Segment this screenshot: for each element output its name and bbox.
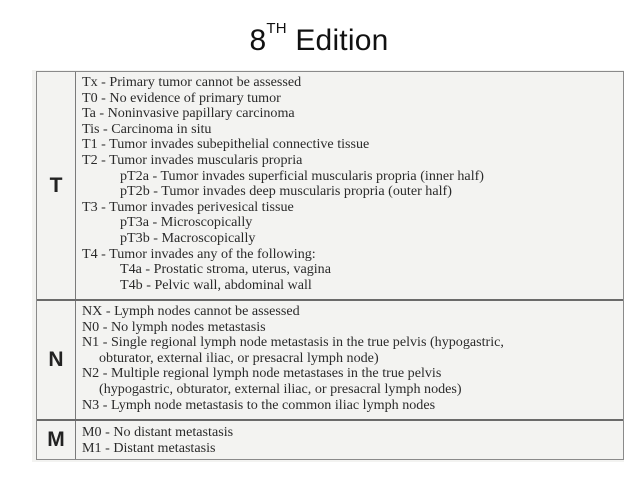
t-section (37, 72, 623, 301)
staging-line: Tis - Carcinoma in situ (82, 120, 212, 137)
n-category-letter: N (37, 301, 76, 419)
staging-line: pT3b - Macroscopically (120, 229, 256, 246)
staging-line: obturator, external iliac, or presacral lymph node) (99, 349, 379, 366)
staging-line: pT3a - Microscopically (120, 214, 253, 231)
staging-line: T2 - Tumor invades muscularis propria (82, 151, 303, 168)
t-section-lines (82, 75, 619, 293)
staging-line: Tx - Primary tumor cannot be assessed (82, 74, 302, 90)
staging-line: NX - Lymph nodes cannot be assessed (82, 303, 300, 319)
slide-title (0, 20, 638, 58)
title-superscript: TH (266, 20, 287, 37)
staging-line: N0 - No lymph nodes metastasis (82, 318, 266, 335)
title-base: 8 (249, 24, 267, 57)
t-category-letter: T (37, 72, 76, 299)
staging-line: T1 - Tumor invades subepithelial connective tissue (82, 136, 370, 153)
m-section-lines (82, 425, 619, 456)
staging-line: T3 - Tumor invades perivesical tissue (82, 198, 294, 215)
staging-line: (hypogastric, obturator, external iliac, or presacral lymph nodes) (99, 380, 462, 397)
staging-line: T0 - No evidence of primary tumor (82, 89, 281, 106)
n-section (37, 301, 623, 421)
staging-line: N2 - Multiple regional lymph node metastases in the true pelvis (82, 365, 442, 382)
m-section (37, 421, 623, 459)
tnm-staging-table (36, 71, 624, 460)
staging-line: M1 - Distant metastasis (82, 439, 216, 456)
staging-line: pT2b - Tumor invades deep muscularis propria (outer half) (120, 183, 452, 200)
staging-line: Ta - Noninvasive papillary carcinoma (82, 105, 295, 122)
title-rest: Edition (286, 24, 389, 57)
n-section-lines (82, 304, 619, 413)
staging-line: pT2a - Tumor invades superficial muscularis propria (inner half) (120, 167, 484, 184)
staging-line: T4 - Tumor invades any of the following: (82, 245, 316, 262)
staging-line: M0 - No distant metastasis (82, 424, 234, 440)
staging-line: N1 - Single regional lymph node metastasis in the true pelvis (hypogastric, (82, 334, 504, 351)
staging-line: T4a - Prostatic stroma, uterus, vagina (120, 261, 331, 278)
m-category-letter: M (37, 421, 76, 459)
staging-line: T4b - Pelvic wall, abdominal wall (120, 276, 312, 293)
staging-line: N3 - Lymph node metastasis to the common iliac lymph nodes (82, 396, 436, 413)
